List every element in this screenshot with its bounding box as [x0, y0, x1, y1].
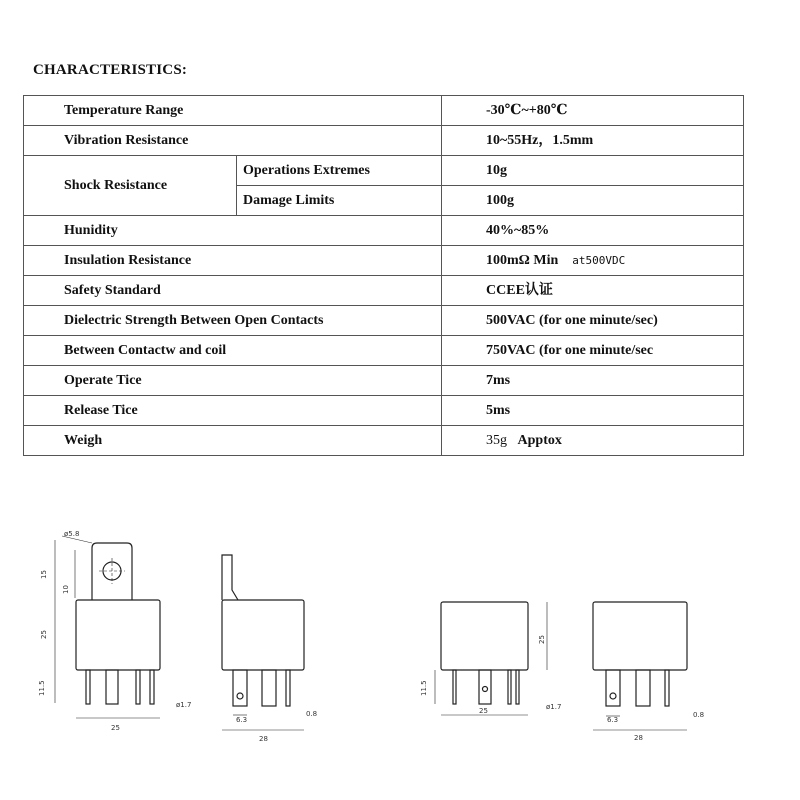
front-view-with-tab [55, 536, 160, 718]
dim-length: 28 [259, 735, 268, 743]
row-label: Safety Standard [24, 276, 442, 306]
row-label: Operate Tice [24, 366, 442, 396]
table-row [24, 96, 744, 126]
row-label: Shock Resistance [24, 156, 237, 216]
table-row [24, 306, 744, 336]
row-value [442, 246, 744, 276]
row-value: 10~55Hz，1.5mm [442, 126, 744, 156]
row-value: 100g [442, 186, 744, 216]
table-row [24, 396, 744, 426]
dim-width: 25 [111, 724, 120, 732]
dim-length-2: 28 [634, 734, 643, 742]
row-label: Vibration Resistance [24, 126, 442, 156]
table-row [24, 276, 744, 306]
table-row [24, 246, 744, 276]
table-row [24, 216, 744, 246]
value-text: 100mΩ Min [486, 252, 559, 268]
table-row [24, 126, 744, 156]
row-label: Temperature Range [24, 96, 442, 126]
side-view-no-tab [593, 602, 687, 730]
table-row [24, 336, 744, 366]
row-label: Weigh [24, 426, 442, 456]
side-view-with-tab [222, 555, 304, 730]
relay-dimension-drawing [0, 520, 800, 750]
dim-pin-pitch: 6.3 [236, 716, 248, 724]
table-row [24, 426, 744, 456]
dim-width-2: 25 [479, 707, 488, 715]
row-value: CCEE认证 [442, 276, 744, 306]
value-number: 35g [486, 432, 508, 448]
dim-pin-dia-2: ø1.7 [546, 703, 562, 711]
row-value [442, 426, 744, 456]
table-row [24, 156, 744, 186]
row-label: Insulation Resistance [24, 246, 442, 276]
row-label: Hunidity [24, 216, 442, 246]
dim-pin-dia: ø1.7 [176, 701, 192, 709]
row-value: 40%~85% [442, 216, 744, 246]
row-value: 10g [442, 156, 744, 186]
dim-pin-height: 11.5 [38, 680, 46, 696]
dim-pin-pitch-2: 6.3 [607, 716, 619, 724]
row-value: -30℃~+80℃ [442, 96, 744, 126]
dim-pin-height-2: 11.5 [420, 680, 428, 696]
dim-hole-dia: ø5.8 [64, 530, 80, 538]
dim-body-height-2: 25 [538, 635, 546, 644]
row-value: 5ms [442, 396, 744, 426]
row-value: 750VAC (for one minute/sec [442, 336, 744, 366]
dim-tab-height: 15 [40, 570, 48, 579]
table-row [24, 366, 744, 396]
row-label: Between Contactw and coil [24, 336, 442, 366]
sub-label: Damage Limits [237, 186, 442, 216]
value-note: at500VDC [572, 253, 626, 267]
dim-body-height: 25 [40, 630, 48, 639]
value-text: Apptox [517, 432, 562, 448]
dim-pin-thickness-2: 0.8 [693, 711, 705, 719]
sub-label: Operations Extremes [237, 156, 442, 186]
row-label: Release Tice [24, 396, 442, 426]
dim-tab-hole: 10 [62, 585, 70, 594]
row-value: 7ms [442, 366, 744, 396]
characteristics-table [23, 95, 744, 456]
row-value: 500VAC (for one minute/sec) [442, 306, 744, 336]
page-title: CHARACTERISTICS: [33, 62, 188, 78]
row-label: Dielectric Strength Between Open Contacts [24, 306, 442, 336]
dim-pin-thickness: 0.8 [306, 710, 318, 718]
front-view-no-tab [435, 602, 547, 715]
